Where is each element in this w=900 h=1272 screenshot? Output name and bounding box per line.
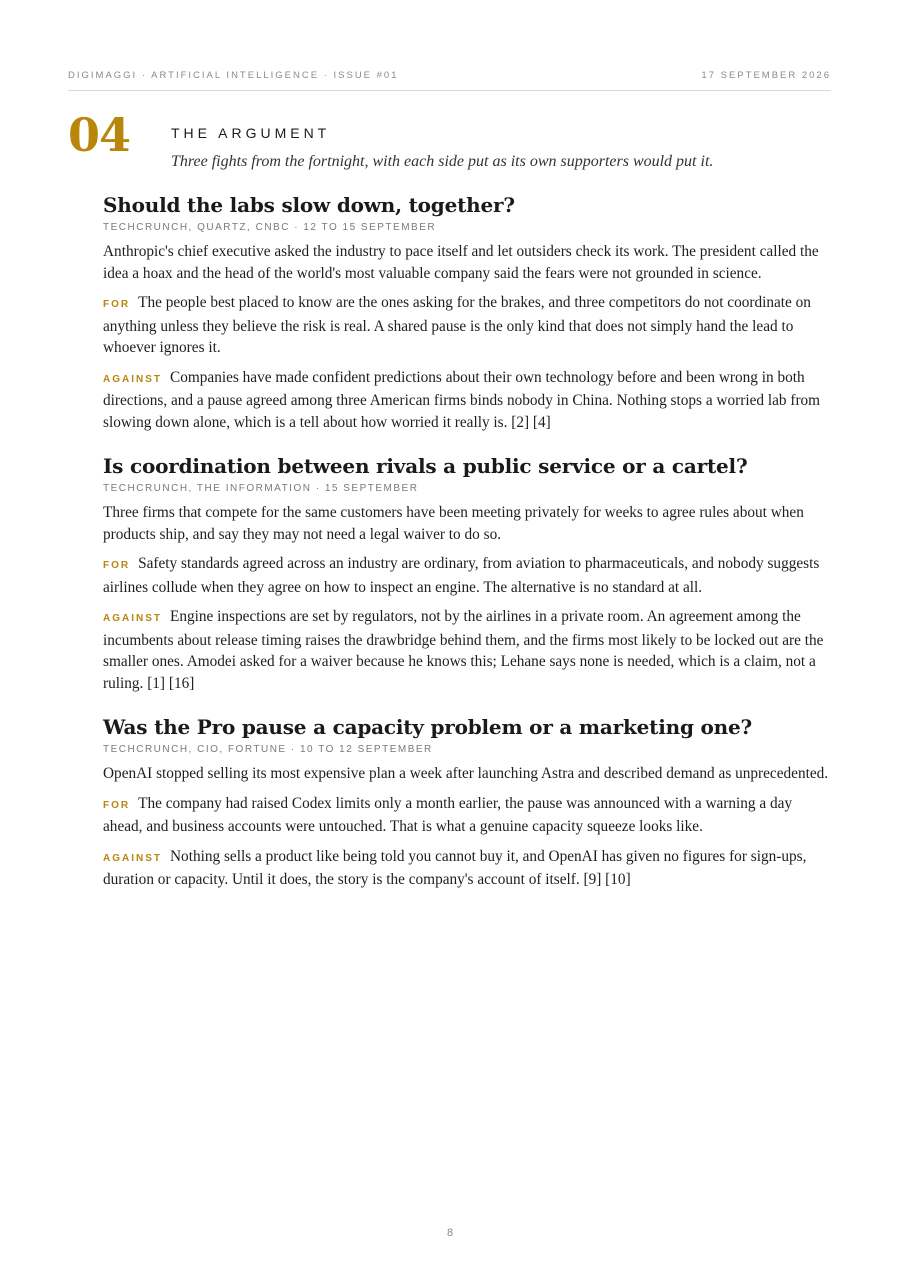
against-text: Engine inspections are set by regulators, not by the airlines in a private room. An agreement among the incumbents about release timing raises the drawbridge behind them, and the firms most likely to be locked out are the smaller ones. Amodei asked for a waiver because he knows this; Lehane says none is needed, which is a claim, not a ruling. [1] [16] (103, 608, 824, 692)
argument-title: Was the Pro pause a capacity problem or a marketing one? (103, 715, 753, 739)
section-number: 04 (68, 108, 131, 162)
argument-intro: Anthropic's chief executive asked the industry to pace itself and let outsiders check its work. The president called the idea a hoax and the head of the world's most valuable company said the fears were not grounded in science. (103, 243, 819, 282)
argument-item (103, 191, 832, 433)
argument-title: Is coordination between rivals a public service or a cartel? (103, 454, 748, 478)
argument-sources: TECHCRUNCH, THE INFORMATION · 15 SEPTEMBER (103, 483, 419, 494)
argument-item (103, 713, 832, 891)
for-label: FOR (103, 799, 131, 811)
issue-date: 17 SEPTEMBER 2026 (701, 70, 831, 81)
page-number: 8 (446, 1227, 454, 1239)
argument-item (103, 452, 832, 694)
against-text: Nothing sells a product like being told you cannot buy it, and OpenAI has given no figures for sign-ups, duration or capacity. Until it does, the story is the company's account of itself. [9] [10] (103, 847, 807, 888)
against-text: Companies have made confident predictions about their own technology before and been wrong in both directions, and a pause agreed among three American firms binds nobody in China. Nothing stops a worried lab from slowing down alone, which is a tell about how worried it really is. [2] [4] (103, 368, 821, 431)
for-text: Safety standards agreed across an industry are ordinary, from aviation to pharmaceuticals, and nobody suggests airlines collude when they agree on how to inspect an engine. The alternative is no standard at all. (103, 555, 820, 596)
section-subtitle: Three fights from the fortnight, with each side put as its own supporters would put it. (171, 153, 714, 170)
for-text: The people best placed to know are the ones asking for the brakes, and three competitors do not coordinate on anything unless they believe the risk is real. A shared pause is the only kind that does not simply hand the lead to whoever ignores it. (103, 294, 811, 356)
argument-for (103, 292, 832, 359)
running-header (68, 70, 831, 91)
argument-intro: Three firms that compete for the same customers have been meeting privately for weeks to agree rules about when products ship, and say they may not need a legal waiver to do so. (103, 504, 804, 543)
for-text: The company had raised Codex limits only a month earlier, the pause was announced with a warning a day ahead, and business accounts were untouched. That is what a genuine capacity squeeze looks like. (103, 794, 793, 835)
against-label: AGAINST (103, 373, 162, 385)
publication-line: DIGIMAGGI · ARTIFICIAL INTELLIGENCE · ISSUE #01 (68, 70, 399, 81)
for-label: FOR (103, 560, 131, 571)
argument-for (103, 553, 832, 598)
argument-title: Should the labs slow down, together? (103, 193, 515, 217)
for-label: FOR (103, 299, 131, 310)
argument-against (103, 846, 832, 891)
section-title: THE ARGUMENT (171, 125, 331, 141)
against-label: AGAINST (103, 852, 162, 864)
argument-sources: TECHCRUNCH, QUARTZ, CNBC · 12 TO 15 SEPTEMBER (103, 222, 437, 233)
argument-list (103, 191, 832, 910)
argument-for (103, 793, 832, 838)
argument-intro: OpenAI stopped selling its most expensive plan a week after launching Astra and described demand as unprecedented. (103, 765, 829, 782)
argument-sources: TECHCRUNCH, CIO, FORTUNE · 10 TO 12 SEPTEMBER (103, 744, 433, 755)
against-label: AGAINST (103, 613, 162, 624)
argument-against (103, 367, 832, 434)
argument-against (103, 606, 832, 694)
